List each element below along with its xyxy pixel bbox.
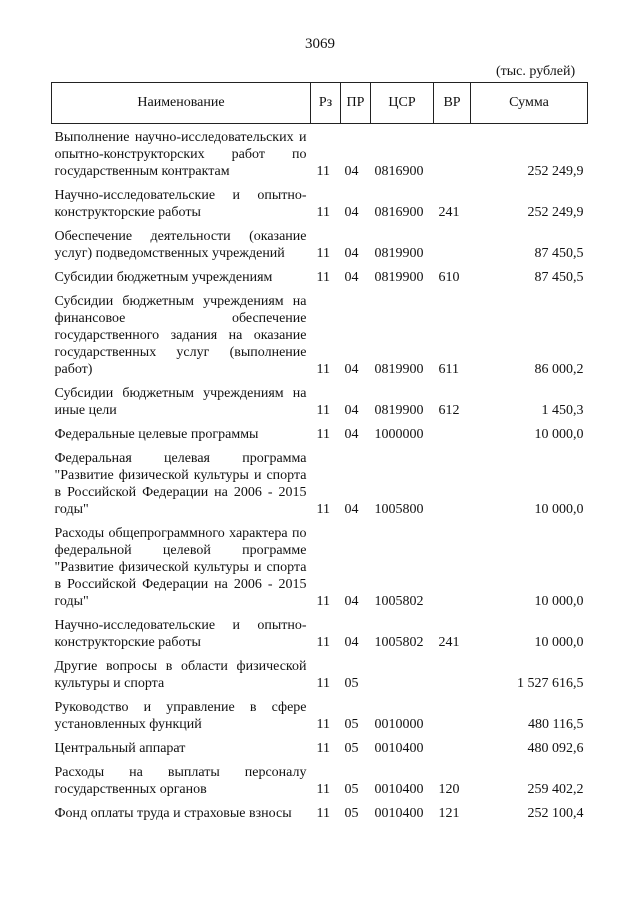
table-row: [52, 264, 588, 288]
cell-vr: 241: [438, 205, 460, 220]
cell-name: Обеспечение деятельности (оказание услуг) подведомственных учреждений: [54, 229, 307, 261]
cell-name: Другие вопросы в области физической культуры и спорта: [54, 659, 307, 691]
cell-vr: 120: [438, 782, 460, 797]
page-number: 3069: [305, 36, 335, 52]
cell-pr: 04: [344, 270, 359, 285]
cell-vr: 610: [438, 270, 460, 285]
table-row: [52, 124, 588, 183]
cell-sum: 10 000,0: [534, 427, 584, 442]
cell-csr: 0819900: [374, 270, 424, 285]
cell-pr: 04: [344, 205, 359, 220]
header-sum: Сумма: [471, 83, 588, 124]
table-row: [52, 800, 588, 824]
cell-csr: 1005800: [374, 502, 424, 517]
table-row: [52, 380, 588, 421]
cell-pr: 04: [344, 246, 359, 261]
cell-name: Центральный аппарат: [54, 741, 186, 756]
cell-rz: 11: [316, 594, 330, 609]
cell-pr: 04: [344, 594, 359, 609]
cell-pr: 05: [344, 741, 359, 756]
cell-sum: 87 450,5: [534, 246, 584, 261]
cell-vr: [434, 653, 471, 694]
cell-name: Расходы на выплаты персоналу государственных органов: [54, 765, 307, 797]
cell-csr: 0010400: [374, 782, 424, 797]
cell-name: Руководство и управление в сфере установленных функций: [54, 700, 307, 732]
cell-sum: 252 100,4: [527, 806, 584, 821]
table-row: [52, 445, 588, 520]
cell-vr: [434, 223, 471, 264]
cell-name: Федеральная целевая программа "Развитие физической культуры и спорта в Российской Федерации на 2006 - 2015 годы": [54, 451, 307, 517]
header-pr: ПР: [341, 83, 371, 124]
cell-rz: 11: [316, 806, 330, 821]
cell-pr: 05: [344, 782, 359, 797]
cell-vr: [434, 445, 471, 520]
cell-sum: 10 000,0: [534, 594, 584, 609]
cell-pr: 04: [344, 427, 359, 442]
cell-sum: 259 402,2: [527, 782, 584, 797]
cell-pr: 04: [344, 635, 359, 650]
cell-sum: 480 116,5: [528, 717, 584, 732]
cell-rz: 11: [316, 362, 330, 377]
table-row: [52, 735, 588, 759]
header-csr: ЦСР: [371, 83, 434, 124]
cell-csr: 0816900: [374, 205, 424, 220]
cell-vr: 241: [438, 635, 460, 650]
cell-csr: [371, 653, 434, 694]
cell-rz: 11: [316, 246, 330, 261]
cell-rz: 11: [316, 741, 330, 756]
cell-rz: 11: [316, 403, 330, 418]
cell-sum: 1 450,3: [541, 403, 584, 418]
cell-rz: 11: [316, 270, 330, 285]
cell-pr: 05: [344, 806, 359, 821]
cell-pr: 04: [344, 362, 359, 377]
cell-rz: 11: [316, 635, 330, 650]
cell-sum: 10 000,0: [534, 502, 584, 517]
cell-csr: 0819900: [374, 246, 424, 261]
cell-sum: 480 092,6: [527, 741, 584, 756]
cell-vr: 611: [438, 362, 459, 377]
table-row: [52, 694, 588, 735]
table-row: [52, 182, 588, 223]
cell-rz: 11: [316, 164, 330, 179]
cell-rz: 11: [316, 205, 330, 220]
cell-sum: 1 527 616,5: [517, 676, 584, 691]
cell-rz: 11: [316, 427, 330, 442]
cell-rz: 11: [316, 782, 330, 797]
cell-name: Субсидии бюджетным учреждениям на финансовое обеспечение государственного задания на оказание государственных услуг (выполнение работ): [54, 294, 307, 377]
cell-vr: 612: [438, 403, 460, 418]
table-row: [52, 288, 588, 380]
table-row: [52, 421, 588, 445]
cell-name: Субсидии бюджетным учреждениям: [54, 270, 273, 285]
cell-csr: 1005802: [374, 594, 424, 609]
units-note: (тыс. рублей): [496, 64, 576, 79]
cell-pr: 04: [344, 403, 359, 418]
cell-csr: 0010400: [374, 741, 424, 756]
cell-sum: 252 249,9: [527, 164, 584, 179]
cell-sum: 86 000,2: [534, 362, 584, 377]
cell-csr: 0816900: [374, 164, 424, 179]
cell-vr: 121: [438, 806, 460, 821]
cell-vr: [434, 735, 471, 759]
cell-rz: 11: [316, 717, 330, 732]
cell-csr: 0010000: [374, 717, 424, 732]
table-row: [52, 759, 588, 800]
cell-pr: 05: [344, 676, 359, 691]
cell-name: Федеральные целевые программы: [54, 427, 259, 442]
cell-pr: 04: [344, 164, 359, 179]
cell-csr: 1000000: [374, 427, 424, 442]
cell-sum: 252 249,9: [527, 205, 584, 220]
cell-pr: 04: [344, 502, 359, 517]
cell-csr: 1005802: [374, 635, 424, 650]
table-row: [52, 223, 588, 264]
cell-name: Фонд оплаты труда и страховые взносы: [54, 806, 292, 821]
cell-vr: [434, 520, 471, 612]
cell-name: Научно-исследовательские и опытно-конструкторские работы: [54, 188, 307, 220]
cell-name: Субсидии бюджетным учреждениям на иные цели: [54, 386, 307, 418]
cell-name: Научно-исследовательские и опытно-конструкторские работы: [54, 618, 307, 650]
cell-vr: [434, 421, 471, 445]
header-name: Наименование: [52, 83, 311, 124]
cell-sum: 10 000,0: [534, 635, 584, 650]
table-row: [52, 653, 588, 694]
budget-table: [51, 82, 588, 824]
header-rz: Рз: [311, 83, 341, 124]
cell-rz: 11: [316, 676, 330, 691]
cell-csr: 0010400: [374, 806, 424, 821]
cell-vr: [434, 694, 471, 735]
header-vr: ВР: [434, 83, 471, 124]
cell-pr: 05: [344, 717, 359, 732]
table-row: [52, 520, 588, 612]
cell-csr: 0819900: [374, 403, 424, 418]
cell-name: Выполнение научно-исследовательских и опытно-конструкторских работ по государственным контрактам: [54, 130, 307, 179]
cell-name: Расходы общепрограммного характера по федеральной целевой программе "Развитие физической культуры и спорта в Российской Федерации на 2006 - 2015 годы": [54, 526, 307, 609]
table-header-row: [52, 83, 588, 124]
table-row: [52, 612, 588, 653]
cell-vr: [434, 124, 471, 183]
cell-sum: 87 450,5: [534, 270, 584, 285]
cell-rz: 11: [316, 502, 330, 517]
cell-csr: 0819900: [374, 362, 424, 377]
